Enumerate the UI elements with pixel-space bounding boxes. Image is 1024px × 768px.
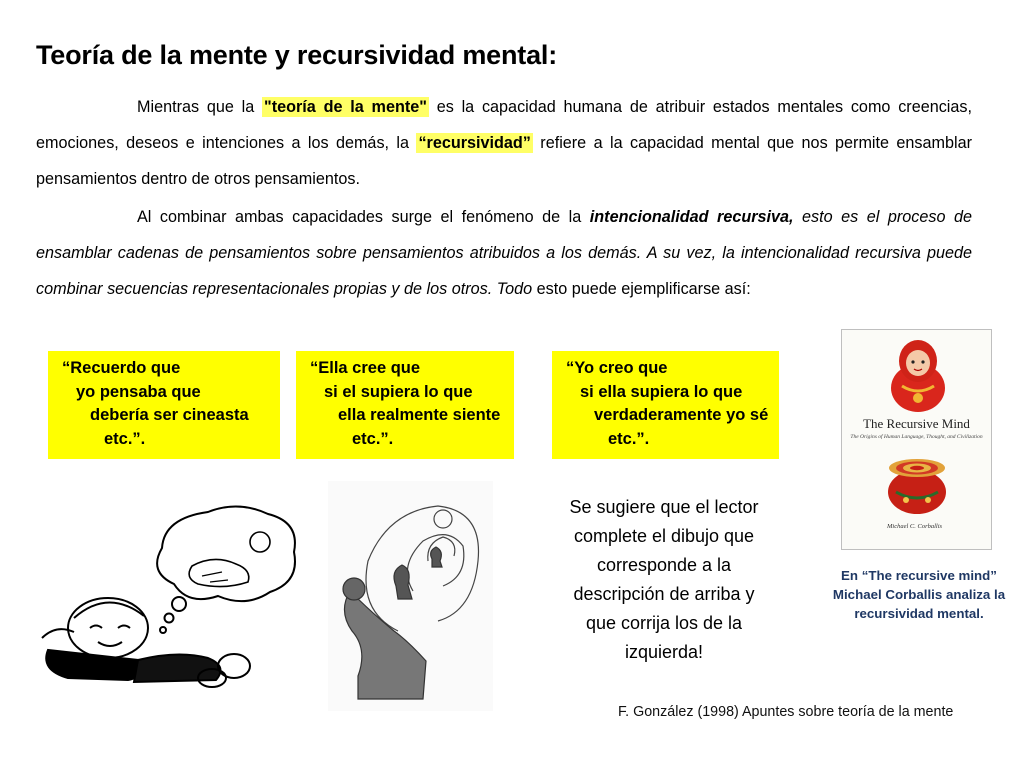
paragraph-italic-text: esto es el proceso de ensamblar cadenas de pensamientos sobre pensamientos atribuidos a los demás. A su vez, la intencionalidad recursiva puede combinar secuencias representacionales propias y de los otros. Todo [36, 208, 972, 298]
book-title: The Recursive Mind [863, 416, 970, 431]
paragraph-text: refiere a la capacidad mental que nos permite ensamblar pensamientos dentro de otros pensamientos. [36, 134, 973, 188]
paragraph-theory-of-mind [36, 89, 972, 197]
page-title: Teoría de la mente y recursividad mental: [36, 40, 557, 70]
example-line: yo pensaba que [76, 382, 201, 401]
example-line: “Yo creo que [566, 359, 668, 377]
example-box-1 [48, 351, 280, 459]
example-line: etc.”. [352, 429, 394, 448]
example-line: etc.”. [608, 429, 650, 448]
example-box-2 [296, 351, 514, 459]
matryoshka-doll-icon [888, 338, 948, 413]
example-line: si ella supiera lo que [580, 382, 743, 401]
suggestion-text: Se sugiere que el lector complete el dibujo que corresponde a la descripción de arriba y que corrija los de la izquierda! [569, 497, 759, 662]
paragraph-text: Al combinar ambas capacidades surge el fenómeno de la [137, 208, 590, 226]
paragraph-recursive-intentionality [36, 199, 972, 307]
example-line: ella realmente siente [338, 406, 501, 424]
dreaming-boy-cartoon [38, 500, 300, 690]
book-caption: En “The recursive mind” Michael Corballis analiza la recursividad mental. [832, 568, 1006, 621]
term-recursive-intentionality: intencionalidad recursiva, [589, 208, 794, 226]
example-line: “Recuerdo que [62, 359, 181, 377]
example-box-3 [552, 351, 779, 459]
nested-dolls-icon [886, 448, 948, 516]
book-author: Michael C. Corballis [887, 523, 943, 530]
book-cover [841, 329, 992, 550]
paragraph-text: es la capacidad humana de atribuir estados mentales como creencias, emociones, deseos e intenciones a los demás, la [36, 98, 972, 152]
example-line: etc.”. [104, 429, 146, 448]
example-line: verdaderamente yo sé [594, 406, 769, 424]
example-line: debería ser cineasta [90, 406, 249, 424]
example-line: si el supiera lo que [324, 382, 473, 401]
example-line: “Ella cree que [310, 359, 421, 377]
paragraph-text: esto puede ejemplificarse así: [532, 280, 751, 298]
source-credit: F. González (1998) Apuntes sobre teoría de la mente [618, 704, 954, 720]
highlight-theory-of-mind: "teoría de la mente" [264, 98, 427, 116]
book-subtitle: The Origins of Human Language, Thought, and Civilization [850, 434, 983, 440]
highlight-recursivity: “recursividad” [418, 134, 531, 152]
paragraph-text: Mientras que la [137, 98, 263, 116]
thinker-sketch [328, 481, 493, 711]
